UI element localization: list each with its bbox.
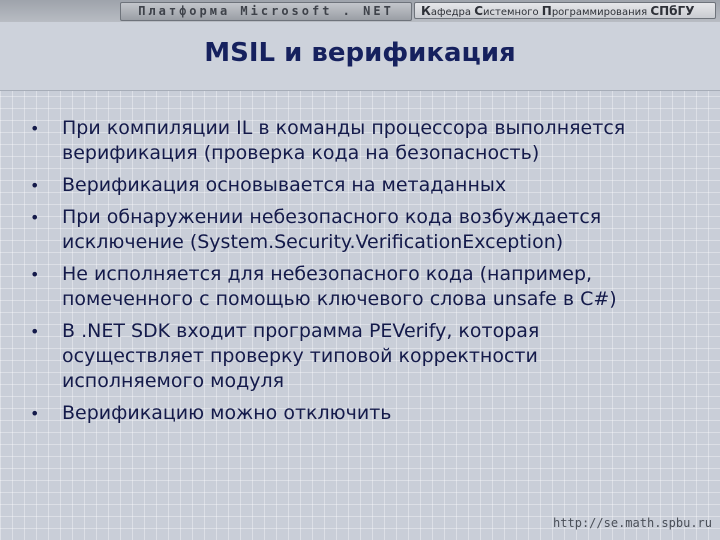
department-label-part: К [421,4,431,18]
bullet-item [28,319,678,394]
bullet-list [28,116,678,433]
bullet-text: Верификацию можно отключить [62,402,392,424]
bullet-icon: • [30,404,40,423]
bullet-item [28,116,678,166]
bullet-text: При компиляции IL в команды процессора выполняется верификация (проверка кода на безопасность) [62,117,626,164]
bullet-icon: • [30,119,40,138]
bullet-text: При обнаружении небезопасного кода возбуждается исключение (System.Security.VerificationException) [62,206,602,253]
bullet-icon: • [30,265,40,284]
bullet-item [28,205,678,255]
bullet-text: Не исполняется для небезопасного кода (например, помеченного с помощью ключевого слова unsafe в C#) [62,263,617,310]
title-area [0,22,720,91]
top-banner [0,0,720,23]
department-label [414,2,716,19]
bullet-item [28,401,678,426]
department-label-part: П [541,4,552,18]
department-label-part: афедра [430,7,475,18]
bullet-icon: • [30,322,40,341]
department-label-part: СПбГУ [650,4,695,18]
bullet-icon: • [30,208,40,227]
bullet-text: Верификация основывается на метаданных [62,174,507,196]
bullet-item [28,262,678,312]
department-label-part: истемного [483,7,542,18]
department-label-part: С [474,4,484,18]
slide-title: MSIL и верификация [204,38,516,68]
platform-label: Платформа Microsoft . NET [120,2,412,21]
footer-url: http://se.math.spbu.ru [553,516,712,530]
bullet-icon: • [30,176,40,195]
bullet-item [28,173,678,198]
bullet-text: В .NET SDK входит программа PEVerify, которая осуществляет проверку типовой корректности исполняемого модуля [62,320,540,392]
department-label-part: рограммирования [551,7,651,18]
